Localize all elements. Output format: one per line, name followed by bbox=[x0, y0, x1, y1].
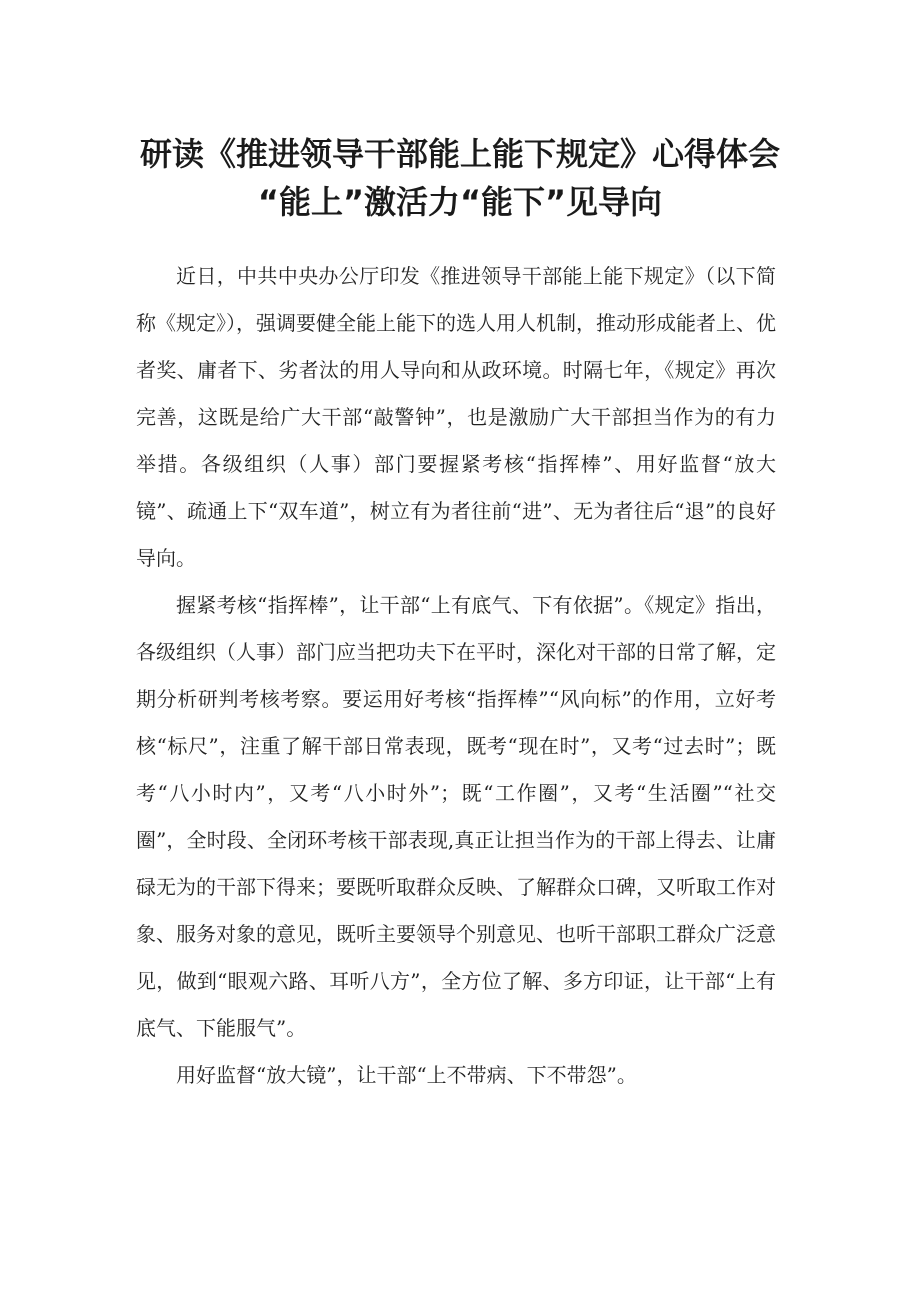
paragraph: 近日，中共中央办公厅印发《推进领导干部能上能下规定》（以下简称《规定》），强调要健全能上能下的选人用人机制，推动形成能者上、优者奖、庸者下、劣者汰的用人导向和从政环境。时隔七年，《规定》再次完善，这既是给广大干部“敲警钟”，也是激励广大干部担当作为的有力举措。各级组织（人事）部门要握紧考核“指挥棒”、用好监督“放大镜”、疏通上下“双车道”，树立有为者往前“进”、无为者往后“退”的良好导向。 bbox=[136, 264, 776, 570]
paragraph: 用好监督“放大镜”，让干部“上不带病、下不带怨”。 bbox=[176, 1063, 637, 1087]
document-subtitle: “能上”激活力“能下”见导向 bbox=[257, 183, 663, 221]
document-title: 研读《推进领导干部能上能下规定》心得体会 bbox=[139, 135, 780, 173]
paragraph: 握紧考核“指挥棒”，让干部“上有底气、下有依据”。《规定》指出，各级组织（人事）部门应当把功夫下在平时，深化对干部的日常了解，定期分析研判考核考察。要运用好考核“指挥棒”“风向标”的作用，立好考核“标尺”，注重了解干部日常表现，既考“现在时”，又考“过去时”；既考“八小时内”，又考“八小时外”；既“工作圈”，又考“生活圈”“社交圈”，全时段、全闭环考核干部表现,真正让担当作为的干部上得去、让庸碌无为的干部下得来；要既听取群众反映、了解群众口碑，又听取工作对象、服务对象的意见，既听主要领导个别意见、也听干部职工群众广泛意见，做到“眼观六路、耳听八方”，全方位了解、多方印证，让干部“上有底气、下能服气”。 bbox=[136, 593, 776, 1040]
document-body bbox=[136, 253, 776, 1099]
